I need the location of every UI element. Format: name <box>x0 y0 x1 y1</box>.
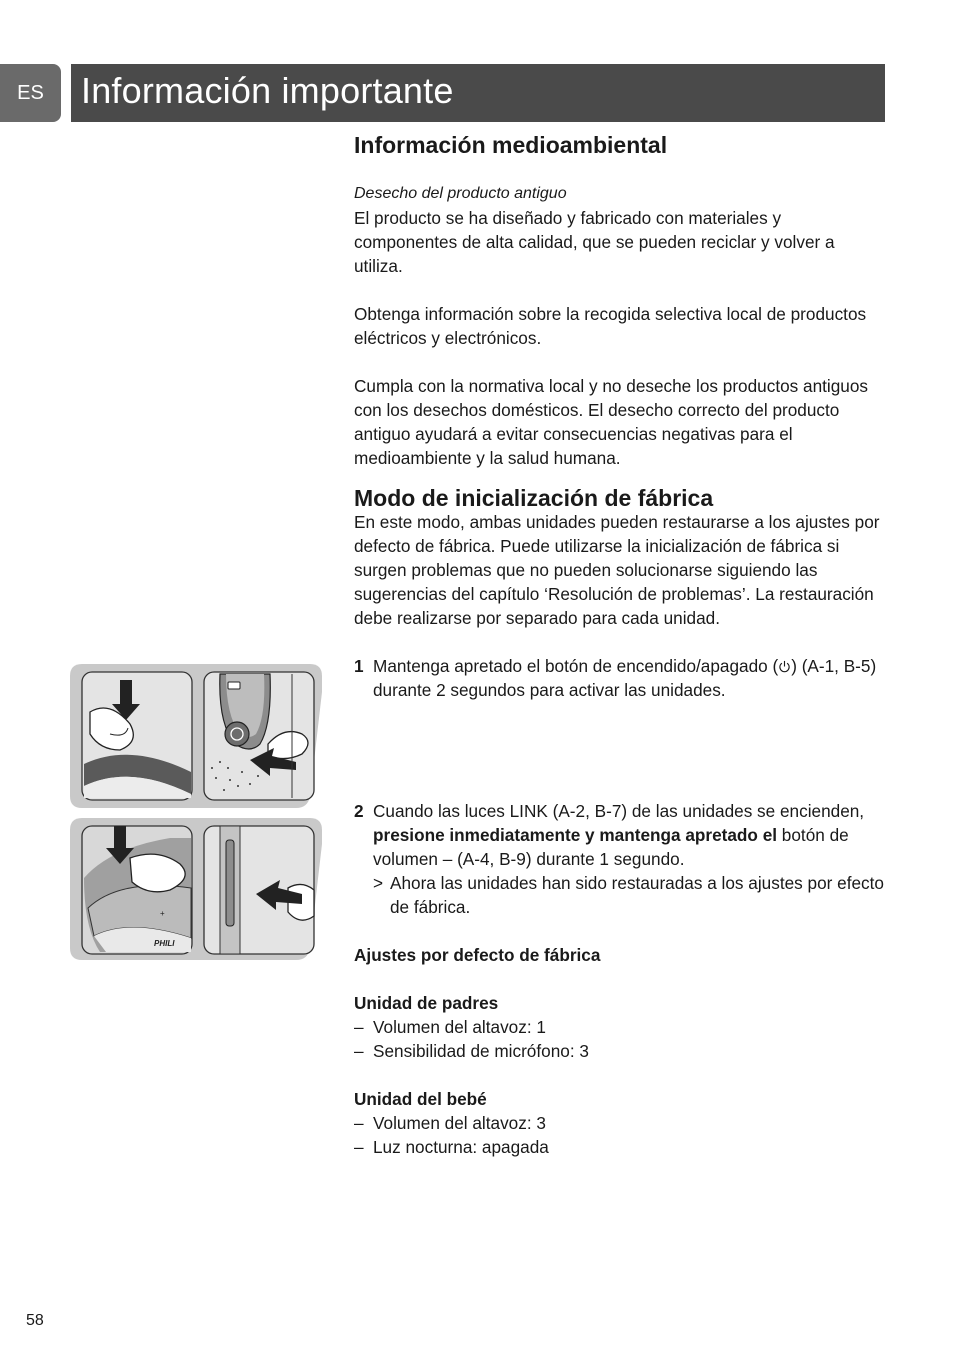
figure-volume-button <box>70 818 322 960</box>
reset-intro: En este modo, ambas unidades pueden restaurarse a los ajustes por defecto de fábrica. Puede utilizarse la inicialización de fábrica si surgen problemas que no pueden solucionarse siguiendo las sugerencias del capítulo ‘Resolución de problemas’. La restauración debe realizarse por separado para cada unidad. <box>354 512 880 628</box>
step-2-result <box>373 871 886 919</box>
page-title: Información importante <box>81 70 454 111</box>
step-2-text-a: Cuando las luces LINK (A-2, B-7) de las unidades se encienden, <box>373 801 865 821</box>
step-1 <box>354 654 886 702</box>
baby-item-1: Volumen del altavoz: 3 <box>373 1113 546 1133</box>
parent-item-1: Volumen del altavoz: 1 <box>373 1017 546 1037</box>
env-subheading: Desecho del producto antiguo <box>354 185 567 202</box>
env-paragraph-2: Obtenga información sobre la recogida selectiva local de productos eléctricos y electrónicos. <box>354 304 867 348</box>
title-bar <box>71 64 885 122</box>
brand-logo: PHILI <box>154 939 175 948</box>
result-text: Ahora las unidades han sido restauradas a los ajustes por efecto de fábrica. <box>390 873 884 917</box>
reset-heading: Modo de inicialización de fábrica <box>354 485 714 511</box>
env-paragraph-3: Cumpla con la normativa local y no deseche los productos antiguos con los desechos domésticos. El desecho correcto del producto antiguo ayudará a evitar consecuencias negativas para el medioambiente y la salud humana. <box>354 376 869 468</box>
list-item: – Volumen del altavoz: 1 <box>354 1017 546 1037</box>
figure-power-button <box>70 664 322 808</box>
list-item: – Volumen del altavoz: 3 <box>354 1113 546 1133</box>
step-2-text-b: botón de volumen – (A-4, B-9) durante 1 segundo. <box>373 825 849 869</box>
step-2-number: 2 <box>354 801 364 821</box>
svg-text:+: + <box>160 909 165 918</box>
step-1-text-after: ) (A-1, B-5) durante 2 segundos para activar las unidades. <box>373 656 877 700</box>
power-icon <box>778 660 791 673</box>
section-factory-reset <box>354 482 886 919</box>
env-paragraph-1: El producto se ha diseñado y fabricado con materiales y componentes de alta calidad, que se pueden reciclar y volver a utiliza. <box>354 208 835 276</box>
language-code: ES <box>17 81 44 104</box>
parent-unit-heading: Unidad de padres <box>354 993 499 1013</box>
parent-item-2: Sensibilidad de micrófono: 3 <box>373 1041 589 1061</box>
baby-unit-heading: Unidad del bebé <box>354 1089 487 1109</box>
step-2 <box>354 799 886 919</box>
baby-item-2: Luz nocturna: apagada <box>373 1137 549 1157</box>
page-number: 58 <box>26 1312 44 1329</box>
main-content <box>354 128 886 1159</box>
result-marker: > <box>373 873 384 893</box>
defaults-heading: Ajustes por defecto de fábrica <box>354 945 601 965</box>
step-2-text-bold: presione inmediatamente y mantenga apretado el <box>373 825 778 845</box>
step-1-number: 1 <box>354 656 364 676</box>
section-defaults <box>354 943 886 1159</box>
list-item: – Luz nocturna: apagada <box>354 1137 549 1157</box>
section-environment <box>354 129 886 470</box>
language-tab <box>0 64 61 122</box>
env-heading: Información medioambiental <box>354 132 668 158</box>
list-item: – Sensibilidad de micrófono: 3 <box>354 1041 589 1061</box>
step-1-text-before: Mantenga apretado el botón de encendido/apagado ( <box>373 656 779 676</box>
